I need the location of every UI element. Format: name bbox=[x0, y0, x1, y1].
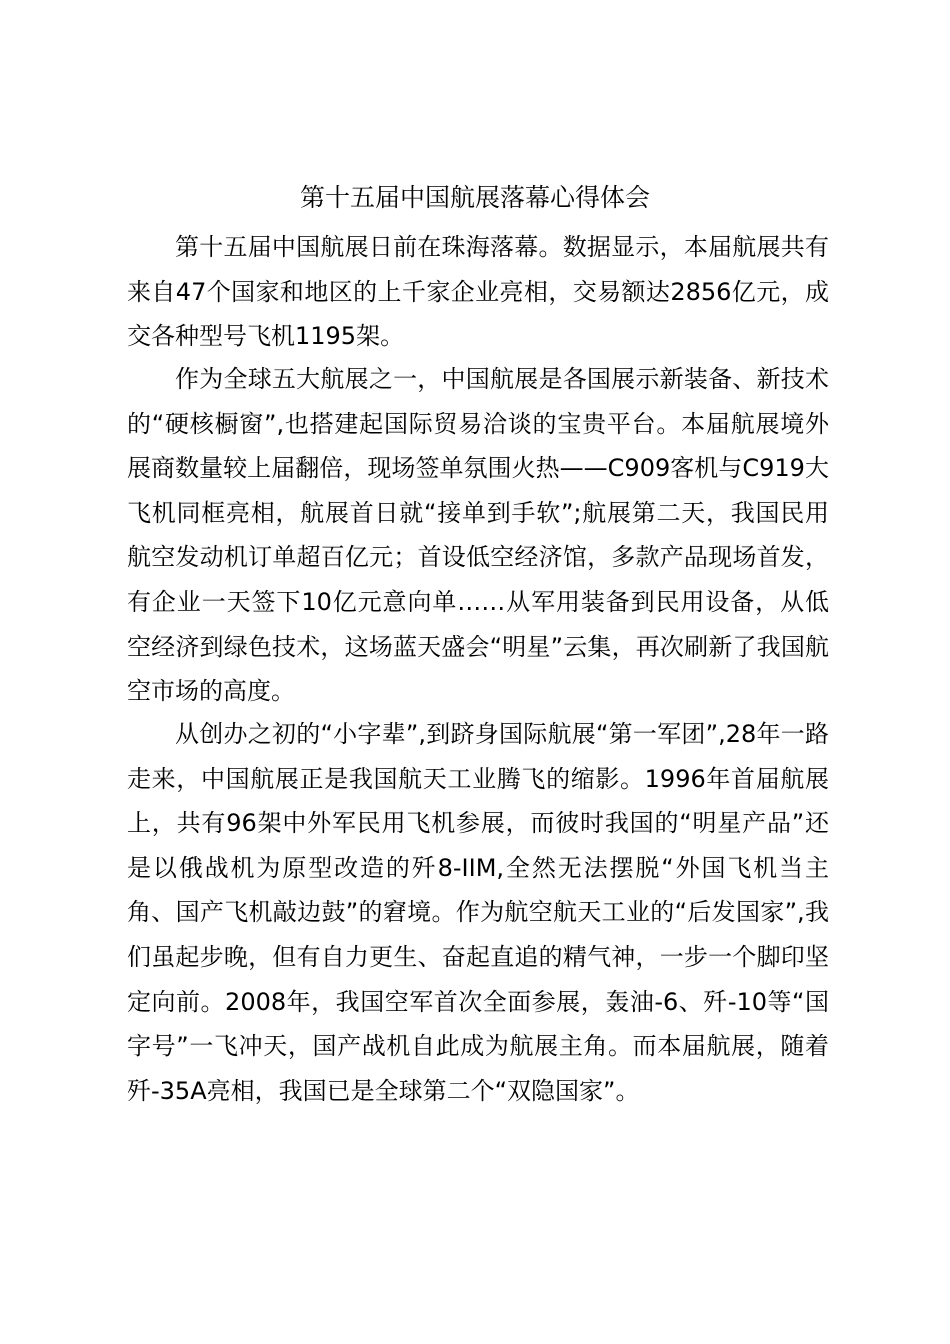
paragraph-3: 从创办之初的“小字辈”,到跻身国际航展“第一军团”,28年一路走来，中国航展正是我国航天工业腾飞的缩影。1996年首届航展上，共有96架中外军民用飞机参展，而彼时我国的“明星产品”还是以俄战机为原型改造的歼8-IIM,全然无法摆脱“外国飞机当主角、国产飞机敲边鼓”的窘境。作为航空航天工业的“后发国家”,我们虽起步晚，但有自力更生、奋起直追的精气神，一步一个脚印坚定向前。2008年，我国空军首次全面参展，轰油-6、歼-10等“国字号”一飞冲天，国产战机自此成为航展主角。而本届航展，随着歼-35A亮相，我国已是全球第二个“双隐国家”。 bbox=[127, 720, 829, 1105]
document-title: 第十五届中国航展落幕心得体会 bbox=[299, 183, 650, 212]
paragraph-1: 第十五届中国航展日前在珠海落幕。数据显示，本届航展共有来自47个国家和地区的上千家企业亮相，交易额达2856亿元，成交各种型号飞机1195架。 bbox=[127, 233, 829, 351]
paragraph-2: 作为全球五大航展之一，中国航展是各国展示新装备、新技术的“硬核橱窗”,也搭建起国际贸易洽谈的宝贵平台。本届航展境外展商数量较上届翻倍，现场签单氛围火热——C909客机与C919大飞机同框亮相，航展首日就“接单到手软”;航展第二天，我国民用航空发动机订单超百亿元；首设低空经济馆，多款产品现场首发，有企业一天签下10亿元意向单……从军用装备到民用设备，从低空经济到绿色技术，这场蓝天盛会“明星”云集，再次刷新了我国航空市场的高度。 bbox=[127, 365, 829, 706]
